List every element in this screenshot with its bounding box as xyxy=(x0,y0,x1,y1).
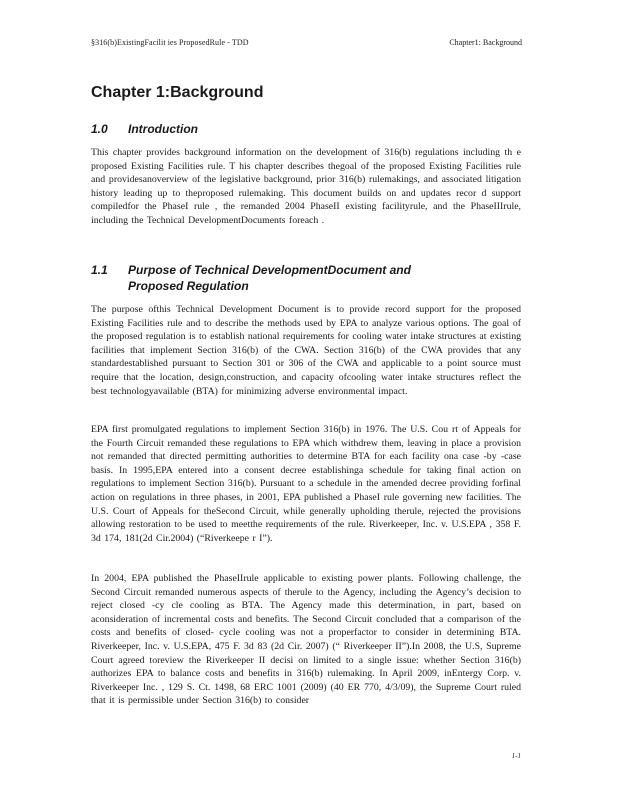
running-header-right: Chapter1: Background xyxy=(449,38,522,47)
section-number: 1.0 xyxy=(91,122,108,136)
purpose-paragraph-3: In 2004, EPA published the PhaseIIrule applicable to existing power plants. Following challenge, the Second Circuit remanded numerous aspects of therule to the Agency, including the Agency’s decision to reject closed -cy cle cooling as BTA. The Agency made this determination, in part, based on aconsideration of incremental costs and benefits. The Second Circuit concluded that a comparison of the costs and benefits of closed- cycle cooling was not a properfactor to consider in determining BTA. Riverkeeper, Inc. v. U.S.EPA, 475 F. 3d 83 (2d Cir. 2007) (“ Riverkeeper II”).In 2008, the U.S, Supreme Court agreed toreview the Riverkeeper II decisi on limited to a single issue: whether Section 316(b) authorizes EPA to balance costs and benefits in 316(b) rulemaking. In April 2009, inEntergy Corp. v. Riverkeeper Inc. , 129 S. Ct. 1498, 68 ERC 1001 (2009) (40 ER 770, 4/3/09), the Supreme Court ruled that it is permissible under Section 316(b) to consider xyxy=(91,573,521,707)
section-title-line-1: Purpose of Technical DevelopmentDocument and xyxy=(128,263,411,277)
running-header-left: §316(b)ExistingFacilit ies ProposedRule - TDD xyxy=(91,38,249,47)
section-number: 1.1 xyxy=(91,263,108,277)
section-title: Introduction xyxy=(128,122,198,136)
section-heading-1-0 xyxy=(91,121,198,137)
purpose-paragraph-1: The purpose ofthis Technical Development Document is to provide record support for the proposed Existing Facilities rule and to describe the methods used by EPA to analyze various options. The goal of the proposed regulation is to establish national requirements for cooling water intake structures at existing facilities that implement Section 316(b) of the CWA. Section 316(b) of the CWA provides that any standardestablished pursuant to Section 301 or 306 of the CWA and applicable to a point source must require that the location, design,construction, and capacity ofcooling water intake structures reflect the best technologyavailable (BTA) for minimizing adverse environmental impact. xyxy=(91,304,521,397)
page-number: 1-1 xyxy=(511,752,521,760)
purpose-paragraph-2: EPA first promulgated regulations to implement Section 316(b) in 1976. The U.S. Cou rt of Appeals for the Fourth Circuit remanded these regulations to EPA which withdrew them, leaving in place a provision not remanded that directed permitting authorities to determine BTA for each facility ona case -by -case basis. In 1995,EPA entered into a consent decree establishinga schedule for taking final action on regulations to implement Section 316(b). Pursuant to a schedule in the amended decree providing forfinal action on regulations in three phases, in 2001, EPA published a PhaseI rule governing new facilities. The U.S. Court of Appeals for theSecond Circuit, while generally upholding therule, rejected the provisions allowing restoration to be used to meetthe requirements of the rule. Riverkeeper, Inc. v. U.S.EPA , 358 F. 3d 174, 181(2d Cir.2004) (“Riverkeepe r I”). xyxy=(91,424,521,544)
introduction-paragraph: This chapter provides background information on the development of 316(b) regulations including th e proposed Existing Facilities rule. T his chapter describes thegoal of the proposed Existing Facilities rule and providesanoverview of the legislative background, prior 316(b) rulemakings, and associated litigation history leading up to theproposed rulemaking. This document builds on and updates recor d support compiledfor the PhaseI rule , the remanded 2004 PhaseII existing facilityrule, and the PhaseIIIrule, including the Technical DevelopmentDocuments foreach . xyxy=(91,147,521,226)
section-heading-1-1 xyxy=(91,262,411,294)
section-title-line-2: Proposed Regulation xyxy=(128,279,249,293)
chapter-title: Chapter 1:Background xyxy=(91,84,264,101)
